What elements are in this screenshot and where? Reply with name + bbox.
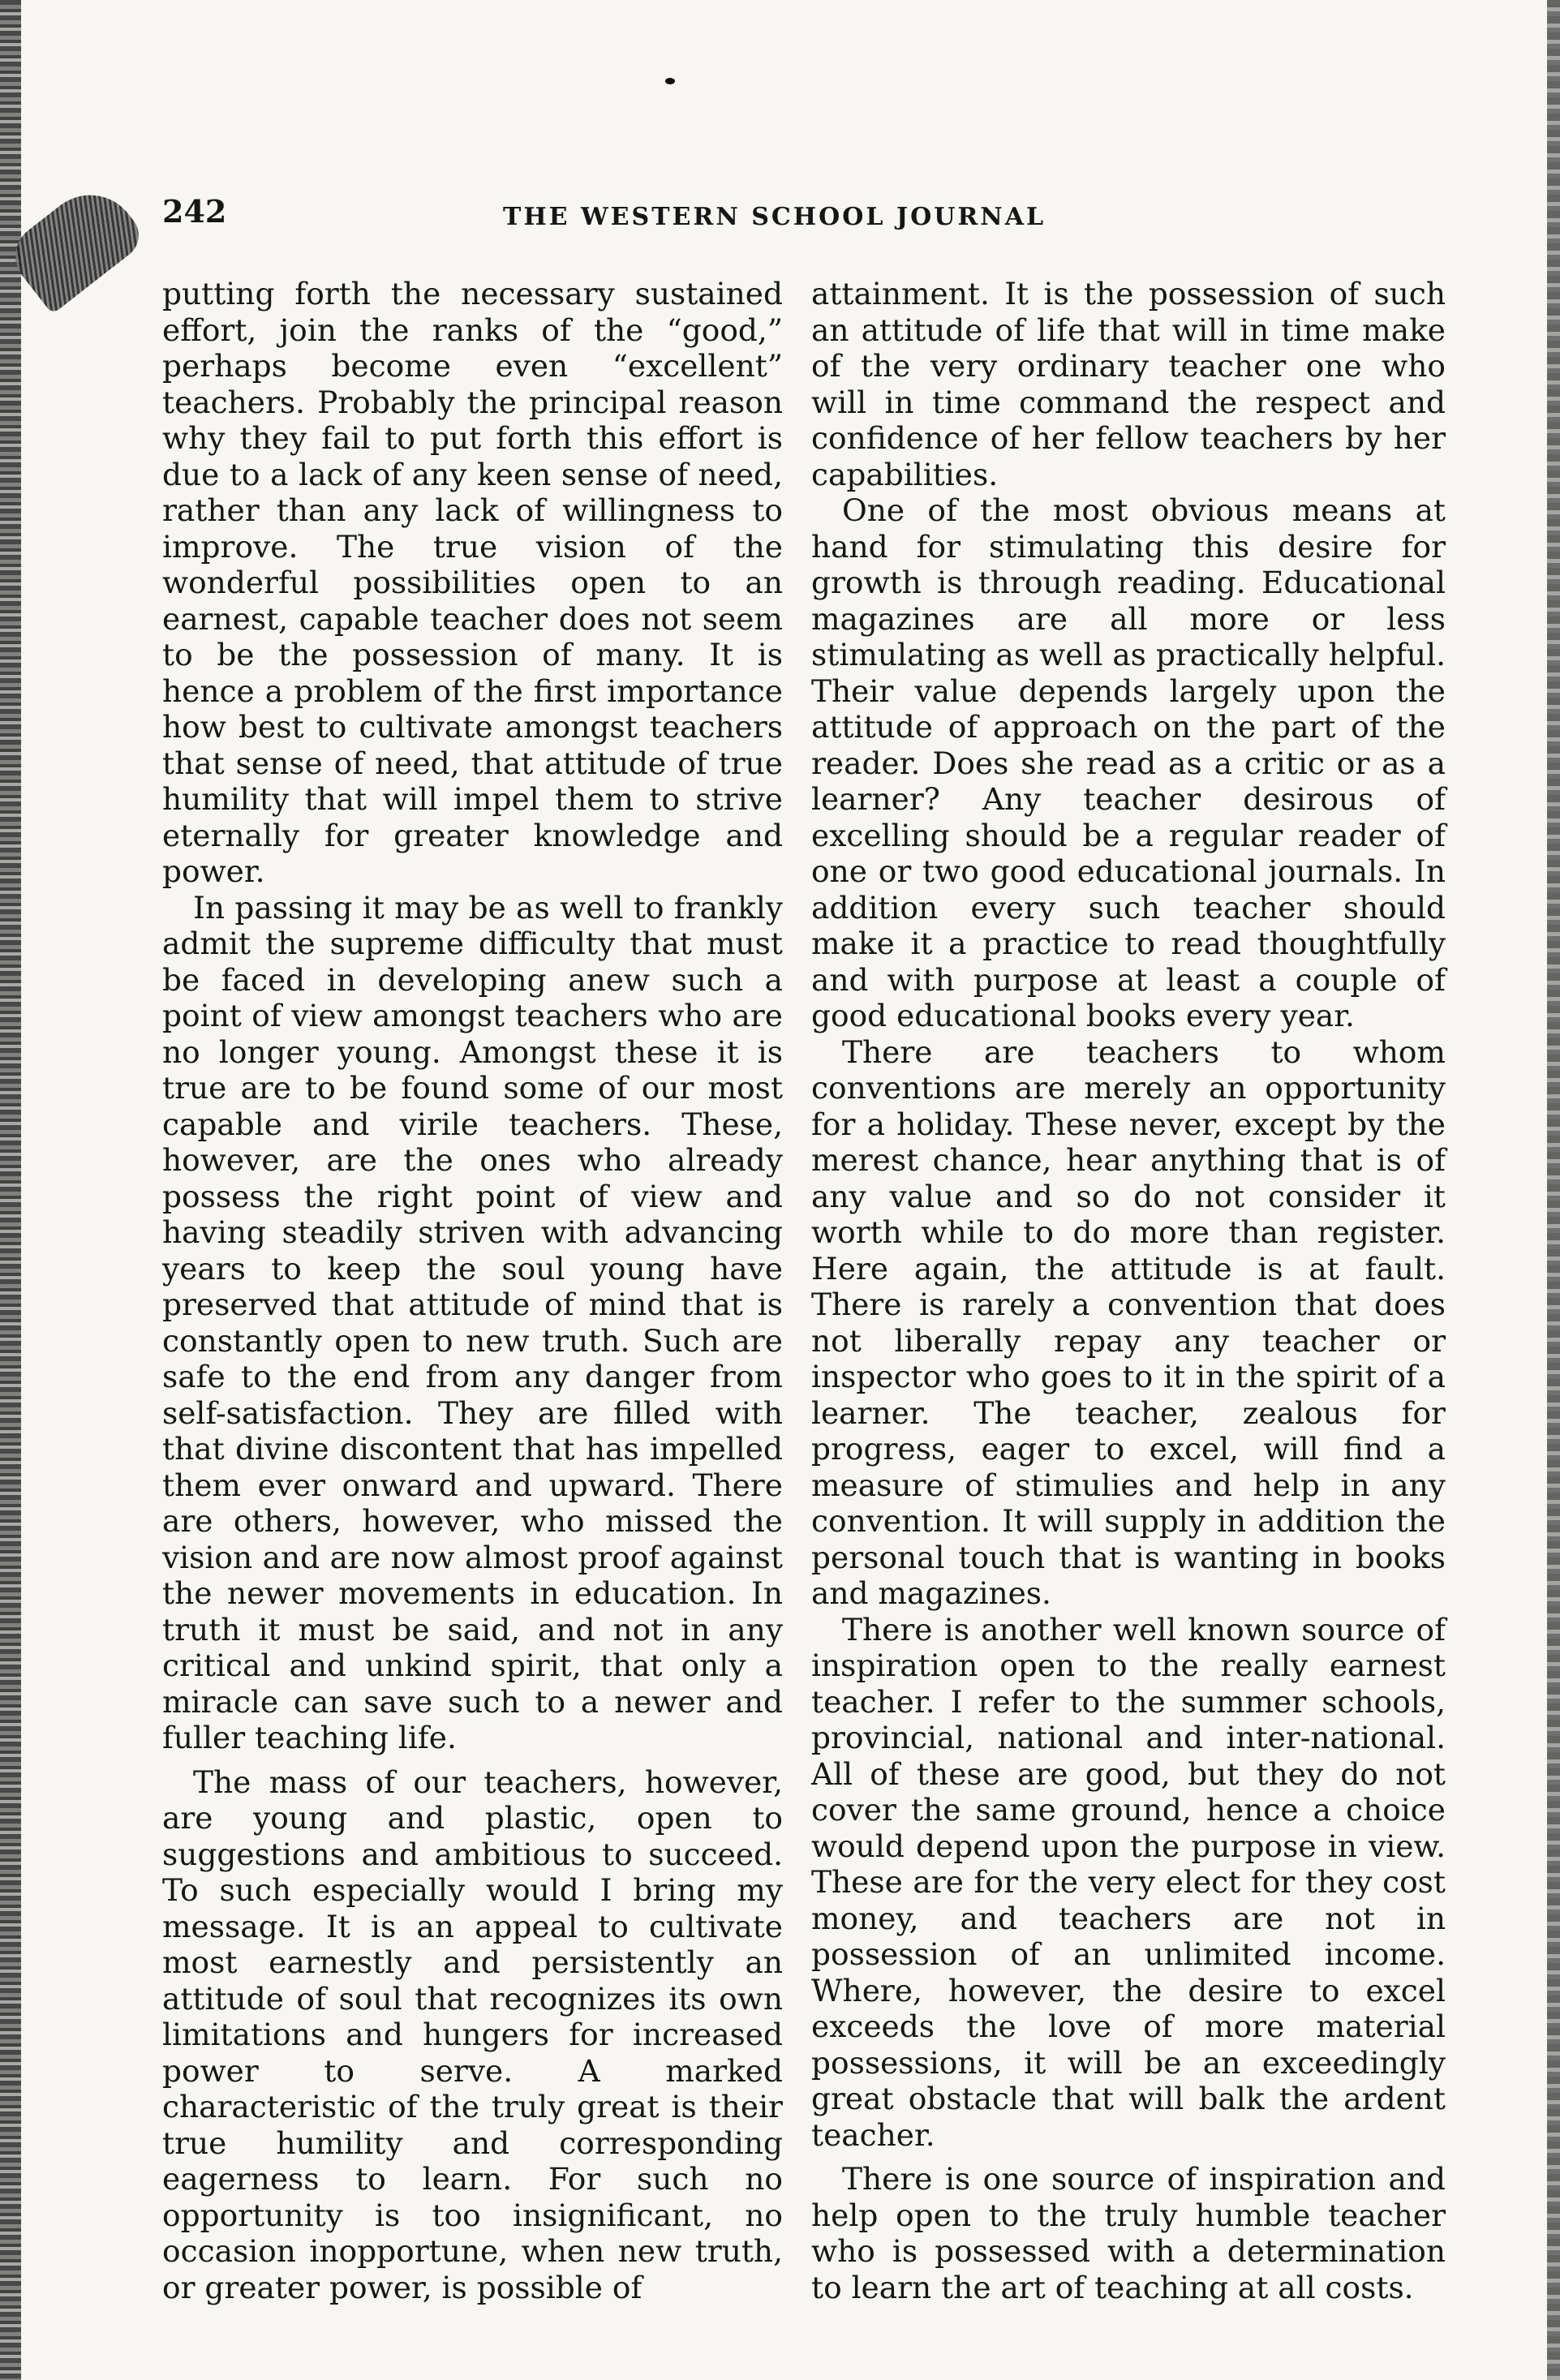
paragraph: There is another well known source of inspiration open to the really earnest teacher. I refer to the summer schools, provincial, national and inter-national. All of these are good, but they do not cover the same ground, hence a choice would depend upon the purpose in view. These are for the very elect for they cost money, and teachers are not in possession of an unlimited income. Where, however, the desire to excel exceeds the love of more material possessions, it will be an exceedingly great obstacle that will balk the ardent teacher. bbox=[811, 1611, 1446, 2153]
page-binding-edge bbox=[0, 0, 21, 2380]
paragraph: There is one source of inspiration and help open to the truly humble teacher who is possessed with a determination to learn the art of teaching at all costs. bbox=[811, 2161, 1446, 2305]
paragraph: There are teachers to whom conventions are merely an opportunity for a holiday. These never, except by the merest chance, hear anything that is of any value and so do not consider it worth while to do more than register. Here again, the attitude is at fault. There is rarely a convention that does not liberally repay any teacher or inspector who goes to it in the spirit of a learner. The teacher, zealous for progress, eager to excel, will find a measure of stimulies and help in any convention. It will supply in addition the personal touch that is wanting in books and magazines. bbox=[811, 1033, 1446, 1611]
page-right-edge bbox=[1547, 0, 1560, 2380]
right-column bbox=[811, 276, 1446, 2305]
paragraph: putting forth the necessary sustained effort, join the ranks of the “good,” perhaps become even “excellent” teachers. Probably the principal reason why they fail to put forth this effort is due to a lack of any keen sense of need, rather than any lack of willingness to improve. The true vision of the wonderful possibilities open to an earnest, capable teacher does not seem to be the possession of many. It is hence a problem of the first importance how best to cultivate amongst teachers that sense of need, that attitude of true humility that will impel them to strive eternally for greater knowledge and power. bbox=[162, 276, 783, 889]
ink-dot bbox=[665, 78, 675, 84]
paragraph: attainment. It is the possession of such an attitude of life that will in time make of the very ordinary teacher one who will in time command the respect and confidence of her fellow teachers by her capabilities. bbox=[811, 276, 1446, 492]
paragraph: One of the most obvious means at hand for stimulating this desire for growth is through reading. Educational magazines are all more or less stimulating as well as practically helpful. Their value depends largely upon the attitude of approach on the part of the reader. Does she read as a critic or as a learner? Any teacher desirous of excelling should be a regular reader of one or two good educational journals. In addition every such teacher should make it a practice to read thoughtfully and with purpose at least a couple of good educational books every year. bbox=[811, 492, 1446, 1033]
running-title: THE WESTERN SCHOOL JOURNAL bbox=[503, 203, 1046, 231]
left-column bbox=[162, 276, 783, 2305]
paragraph: The mass of our teachers, however, are young and plastic, open to suggestions and ambitious to succeed. To such especially would I bring my message. It is an appeal to cultivate most earnestly and persistently an attitude of soul that recognizes its own limitations and hungers for increased power to serve. A marked characteristic of the truly great is their true humility and corresponding eagerness to learn. For such no opportunity is too insignificant, no occasion inopportune, when new truth, or greater power, is possible of bbox=[162, 1764, 783, 2305]
page-tab-mark bbox=[2, 175, 148, 314]
paragraph: In passing it may be as well to frankly admit the supreme difficulty that must be faced in developing anew such a point of view amongst teachers who are no longer young. Amongst these it is true are to be found some of our most capable and virile teachers. These, however, are the ones who already possess the right point of view and having steadily striven with advancing years to keep the soul young have preserved that attitude of mind that is constantly open to new truth. Such are safe to the end from any danger from self-satisfaction. They are filled with that divine discontent that has impelled them ever onward and upward. There are others, however, who missed the vision and are now almost proof against the newer movements in education. In truth it must be said, and not in any critical and unkind spirit, that only a miracle can save such to a newer and fuller teaching life. bbox=[162, 889, 783, 1755]
page-number: 242 bbox=[162, 193, 227, 230]
